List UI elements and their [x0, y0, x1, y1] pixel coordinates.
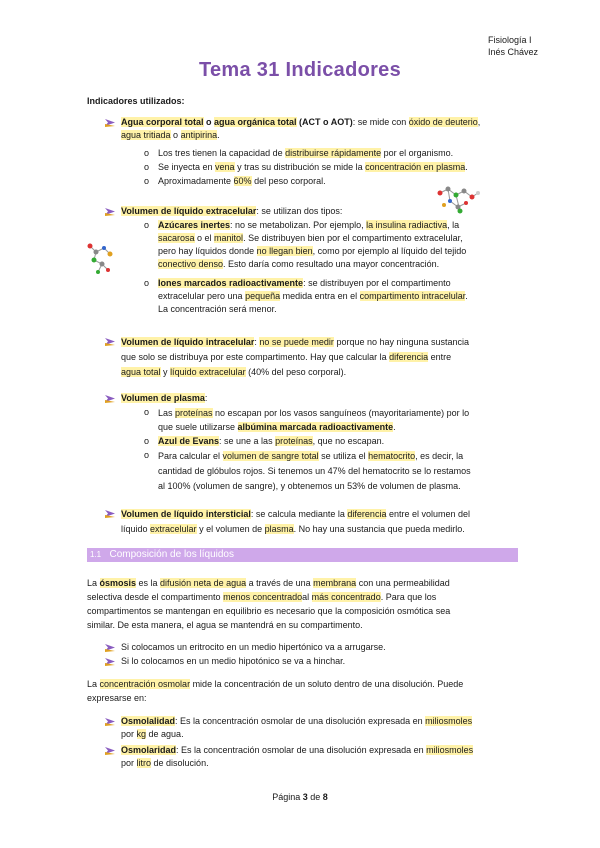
vp-sub-2: o Azul de Evans: se une a las proteínas, que no escapan.: [144, 436, 385, 446]
act-sub-3: o Aproximadamente 60% del peso corporal.: [144, 176, 326, 186]
bullet-icon: [104, 657, 116, 666]
bullet-icon: [104, 717, 116, 726]
bullet-icon: [104, 394, 116, 403]
bullet-osmolaridad: Osmolaridad: Es la concentración osmolar de una disolución expresada en miliosmoles por litro de disolución.: [104, 744, 524, 770]
intro-heading: Indicadores utilizados:: [87, 96, 185, 106]
bullet-icon: [104, 643, 116, 652]
bullet-osm-1: Si colocamos un eritrocito en un medio hipertónico va a arrugarse.: [104, 641, 524, 654]
page-footer: Página 3 de 8: [272, 792, 328, 802]
section-heading: 1.1 Composición de los líquidos: [87, 548, 518, 562]
vle-sub-1: o Azúcares inertes: no se metabolizan. Por ejemplo, la insulina radiactiva, la sacarosa o el manitol. Se distribuyen bien por el compartimento extracelular, pero hay líquidos donde no llegan bien, como por ejemplo al líquido del tejido conectivo denso. Esto daría como resultado una mayor concentración.: [144, 220, 467, 269]
header-author: Inés Chávez: [487, 47, 538, 57]
bullet-vp: Volumen de plasma:: [104, 392, 524, 405]
bullet-osmolalidad: Osmolalidad: Es la concentración osmolar de una disolución expresada en miliosmoles por kg de agua.: [104, 715, 524, 741]
vp-sub-3: o Para calcular el volumen de sangre total se utiliza el hematocrito, es decir, la cantidad de glóbulos rojos. Si tenemos un 47% del hematocrito se lo restamos al 100% (volumen de sangre), y obtenemos un 53% de volumen de plasma.: [144, 450, 471, 491]
page-title: Tema 31 Indicadores: [198, 59, 402, 81]
vp-sub-1: o Las proteínas no escapan por los vasos sanguíneos (mayoritariamente) por lo que suele utilizarse albúmina marcada radioactivamente.: [144, 407, 470, 432]
vle-sub-2: o Iones marcados radioactivamente: se distribuyen por el compartimento extracelular pero una pequeña medida entra en el compartimento intracelular. La concentración será menor.: [144, 278, 468, 314]
molecule-image-left: [86, 240, 116, 276]
concentration-paragraph: La concentración osmolar mide la concentración de un soluto dentro de una disolución. Puede expresarse en:: [87, 679, 464, 703]
header-subject: Fisiología I: [487, 35, 532, 45]
bullet-icon: [104, 337, 116, 346]
osmosis-paragraph: La ósmosis es la difusión neta de agua a través de una membrana con una permeabilidad selectiva desde el compartimento menos concentradoal más concentrado. Para que los compartimentos se mantengan en equilibrio es necesario que la composición osmótica sea similar. De esta manera, el agua se mantendrá en su compartimento.: [87, 578, 451, 630]
act-sub-1: o Los tres tienen la capacidad de distribuirse rápidamente por el organismo.: [144, 148, 454, 158]
bullet-osm-2: Si lo colocamos en un medio hipotónico se va a hinchar.: [104, 655, 524, 668]
document-header: [488, 34, 538, 58]
bullet-icon: [104, 118, 116, 127]
act-text: Agua corporal total o agua orgánica total (ACT o AOT): se mide con óxido de deuterio, agua tritiada o antipirina.: [121, 117, 481, 140]
bullet-vint: Volumen de líquido intersticial: se calcula mediante la diferencia entre el volumen del líquido extracelular y el volumen de plasma. No hay una sustancia que pueda medirlo.: [104, 507, 524, 537]
bullet-icon: [104, 207, 116, 216]
bullet-act: [104, 116, 524, 142]
act-sub-2: o Se inyecta en vena y tras su distribución se mide la concentración en plasma.: [144, 162, 468, 172]
bullet-icon: [104, 509, 116, 518]
bullet-vle: Volumen de líquido extracelular: se utilizan dos tipos:: [104, 205, 524, 218]
bullet-vli: Volumen de líquido intracelular: no se puede medir porque no hay ninguna sustancia que solo se distribuya por este compartimento. Hay que calcular la diferencia entre agua total y líquido extracelular (40% del peso corporal).: [104, 335, 524, 380]
bullet-icon: [104, 746, 116, 755]
